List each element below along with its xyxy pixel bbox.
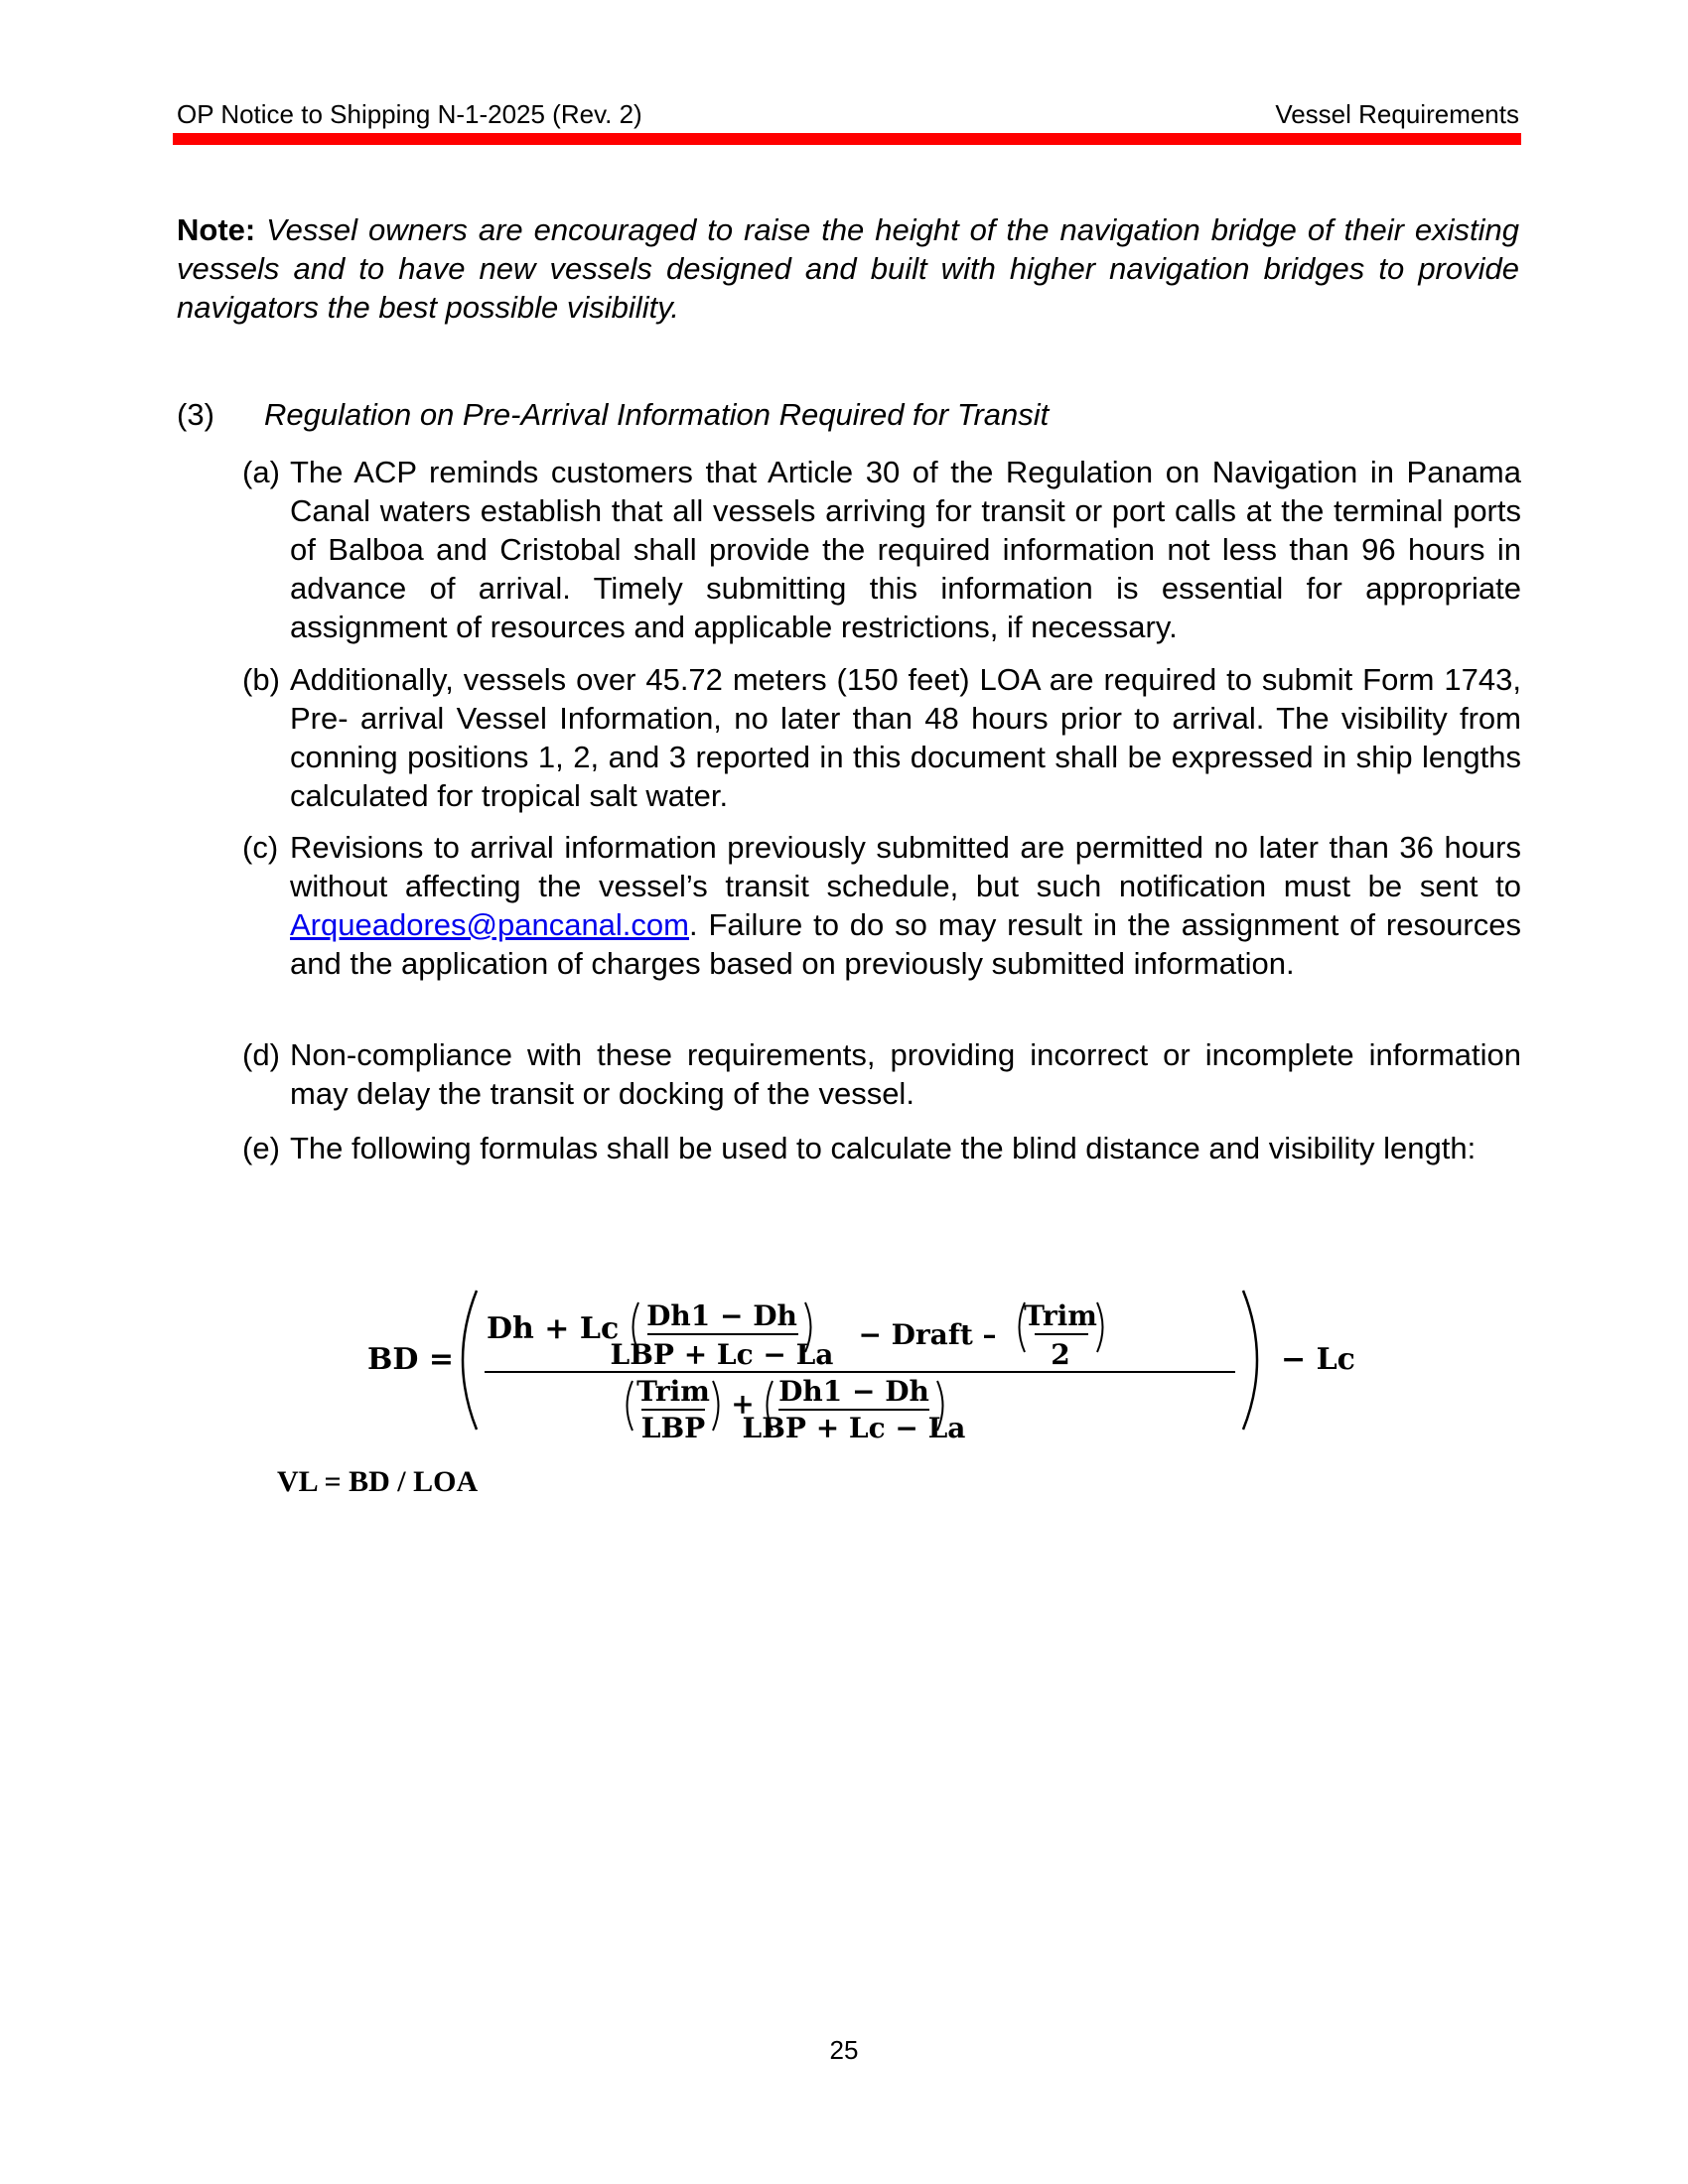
note-text: Vessel owners are encouraged to raise the height of the navigation bridge of their existing vessels and to have new vessels designed and built with higher navigation bridges to provide navigators the best possible visibility.: [177, 212, 1519, 325]
section-title: Regulation on Pre-Arrival Information Required for Transit: [264, 397, 1050, 432]
fraction4-numerator: Dh1 − Dh: [778, 1375, 929, 1408]
list-item-e: [242, 1129, 1521, 1167]
list-item-text: Additionally, vessels over 45.72 meters (150 feet) LOA are required to submit Form 1743, Pre- arrival Vessel Information, no later than 48 hours prior to arrival. The visibility from conning positions 1, 2, and 3 reported in this document shall be expressed in ship lengths calculated for tropical salt water.: [290, 662, 1521, 813]
fraction1-numerator: Dh1 − Dh: [646, 1299, 797, 1332]
fraction3-numerator: Trim: [636, 1375, 710, 1408]
section-heading: [177, 397, 1049, 433]
list-item-label: (e): [242, 1131, 280, 1165]
section-number: (3): [177, 397, 214, 432]
outer-left-paren: [463, 1291, 477, 1430]
formula-lhs: BD =: [367, 1342, 454, 1377]
fraction1-denominator: LBP + Lc − La: [610, 1338, 834, 1371]
blind-distance-formula: [357, 1281, 1370, 1439]
list-item-text: The following formulas shall be used to calculate the blind distance and visibility length:: [290, 1131, 1477, 1165]
email-link[interactable]: Arqueadores@pancanal.com: [290, 907, 689, 942]
fraction4-denominator: LBP + Lc − La: [742, 1412, 966, 1439]
list-item-text: Non-compliance with these requirements, providing incorrect or incomplete information may delay the transit or docking of the vessel.: [290, 1037, 1521, 1111]
list-item-b: [242, 660, 1521, 815]
note-label: Note:: [177, 212, 256, 247]
list-item-text-after: . Failure to do so may result in the assignment of resources and the application of charges based on previously submitted information.: [290, 907, 1521, 981]
term-minus-draft: − Draft –: [858, 1318, 997, 1351]
page-header: [175, 97, 1521, 137]
list-item-label: (a): [242, 455, 280, 489]
list-item-label: (d): [242, 1037, 280, 1072]
term-plus: +: [731, 1388, 755, 1421]
list-item-label: (b): [242, 662, 280, 697]
fraction2-numerator: Trim: [1024, 1299, 1097, 1332]
list-item-text: The ACP reminds customers that Article 30 of the Regulation on Navigation in Panama Canal waters establish that all vessels arriving for transit or port calls at the terminal ports of Balboa and Cristobal shall provide the required information not less than 96 hours in advance of arrival. Timely submitting this information is essential for appropriate assignment of resources and applicable restrictions, if necessary.: [290, 455, 1521, 644]
fraction2-denominator: 2: [1051, 1338, 1070, 1371]
fraction3-denominator: LBP: [640, 1412, 706, 1439]
header-section-title: Vessel Requirements: [1275, 99, 1519, 129]
page-number: 25: [829, 2035, 859, 2065]
header-document-title: OP Notice to Shipping N-1-2025 (Rev. 2): [177, 99, 642, 129]
list-item-label: (c): [242, 830, 279, 865]
outer-right-paren: [1243, 1291, 1257, 1430]
list-item-text-before: Revisions to arrival information previously submitted are permitted no later than 36 hours without affecting the vessel’s transit schedule, but such notification must be sent to: [290, 830, 1521, 903]
list-item-a: [242, 453, 1521, 646]
term-minus-lc: − Lc: [1281, 1342, 1355, 1377]
list-item-d: [242, 1035, 1521, 1113]
list-item-c: [242, 828, 1521, 983]
term-dh-plus-lc: Dh + Lc: [487, 1311, 620, 1346]
note-paragraph: [177, 210, 1519, 327]
visibility-length-formula: VL = BD / LOA: [277, 1465, 479, 1498]
list-item-text: [290, 828, 1521, 983]
header-rule: [173, 133, 1521, 145]
